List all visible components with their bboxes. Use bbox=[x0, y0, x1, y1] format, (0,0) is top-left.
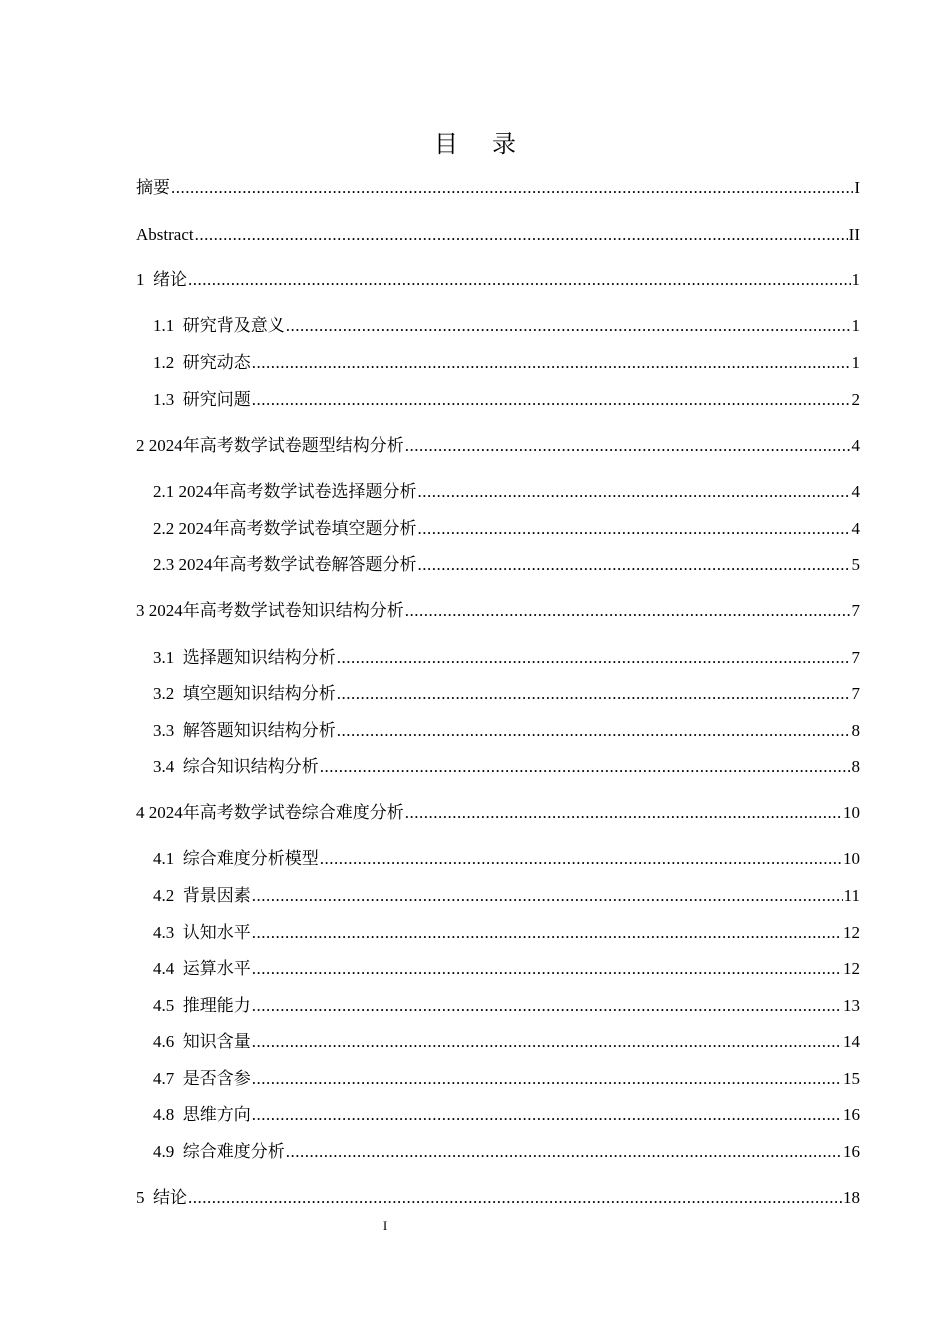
toc-entry-page: 14 bbox=[843, 1032, 860, 1051]
toc-entry-label: 4.8 思维方向 bbox=[153, 1105, 251, 1124]
toc-leader-dots bbox=[337, 683, 851, 705]
toc-entry-label: 2.3 2024年高考数学试卷解答题分析 bbox=[153, 555, 417, 574]
toc-entry-label: 4.4 运算水平 bbox=[153, 959, 251, 978]
toc-entry[interactable] bbox=[136, 177, 860, 199]
toc-entry-label: 3.3 解答题知识结构分析 bbox=[153, 721, 336, 740]
toc-leader-dots bbox=[405, 802, 842, 824]
toc-entry-label: 4.2 背景因素 bbox=[153, 886, 251, 905]
toc-entry[interactable] bbox=[153, 720, 860, 742]
toc-entry-page: 4 bbox=[851, 519, 860, 538]
toc-entry-page: 2 bbox=[851, 390, 860, 409]
toc-entry[interactable] bbox=[153, 1141, 860, 1163]
toc-leader-dots bbox=[405, 600, 851, 622]
toc-entry[interactable] bbox=[153, 756, 860, 778]
toc-entry[interactable] bbox=[153, 389, 860, 411]
toc-leader-dots bbox=[286, 315, 851, 337]
toc-leader-dots bbox=[418, 518, 851, 540]
toc-entry-label: 1 绪论 bbox=[136, 270, 187, 289]
toc-entry-label: 1.1 研究背及意义 bbox=[153, 316, 285, 335]
toc-entry-page: 16 bbox=[843, 1105, 860, 1124]
toc-entry[interactable] bbox=[136, 802, 860, 824]
toc-entry-page: 1 bbox=[851, 270, 860, 289]
toc-entry-page: I bbox=[854, 178, 860, 197]
toc-entry-page: 1 bbox=[851, 353, 860, 372]
toc-leader-dots bbox=[252, 1031, 842, 1053]
toc-entry[interactable] bbox=[153, 352, 860, 374]
toc-entry-label: 3.2 填空题知识结构分析 bbox=[153, 684, 336, 703]
toc-leader-dots bbox=[171, 177, 853, 199]
toc-entry[interactable] bbox=[136, 224, 860, 246]
toc-entry[interactable] bbox=[153, 481, 860, 503]
toc-entry-page: 4 bbox=[851, 436, 860, 455]
toc-entry-label: 1.3 研究问题 bbox=[153, 390, 251, 409]
toc-entry-page: 10 bbox=[843, 849, 860, 868]
toc-entry-page: 7 bbox=[851, 601, 860, 620]
toc-entry-label: 3.1 选择题知识结构分析 bbox=[153, 648, 336, 667]
toc-leader-dots bbox=[252, 958, 842, 980]
toc-entry[interactable] bbox=[153, 1068, 860, 1090]
toc-leader-dots bbox=[418, 554, 851, 576]
toc-entry-label: 2.1 2024年高考数学试卷选择题分析 bbox=[153, 482, 417, 501]
toc-entry-page: 4 bbox=[851, 482, 860, 501]
toc-entry-label: 3.4 综合知识结构分析 bbox=[153, 757, 319, 776]
toc-leader-dots bbox=[320, 848, 842, 870]
toc-leader-dots bbox=[252, 995, 842, 1017]
toc-leader-dots bbox=[252, 1104, 842, 1126]
toc-leader-dots bbox=[252, 1068, 842, 1090]
toc-entry-label: 摘要 bbox=[136, 178, 170, 197]
toc-entry-page: 12 bbox=[843, 923, 860, 942]
toc-entry-page: 1 bbox=[851, 316, 860, 335]
toc-title: 目 录 bbox=[434, 132, 530, 158]
toc-entry[interactable] bbox=[153, 958, 860, 980]
toc-leader-dots bbox=[337, 647, 851, 669]
toc-leader-dots bbox=[195, 224, 848, 246]
toc-entry-page: 8 bbox=[851, 721, 860, 740]
toc-entry[interactable] bbox=[153, 554, 860, 576]
toc-leader-dots bbox=[320, 756, 851, 778]
toc-entry-page: 11 bbox=[843, 886, 860, 905]
toc-entry-label: 1.2 研究动态 bbox=[153, 353, 251, 372]
toc-entry-page: 5 bbox=[851, 555, 860, 574]
toc-entry-label: 4.9 综合难度分析 bbox=[153, 1142, 285, 1161]
toc-entry[interactable] bbox=[153, 1104, 860, 1126]
toc-leader-dots bbox=[286, 1141, 842, 1163]
toc-entry-label: 4.3 认知水平 bbox=[153, 923, 251, 942]
toc-entry-page: 18 bbox=[843, 1188, 860, 1207]
toc-leader-dots bbox=[418, 481, 851, 503]
toc-entry-label: Abstract bbox=[136, 225, 194, 244]
toc-entry-label: 4.7 是否含参 bbox=[153, 1069, 251, 1088]
toc-entry-label: 2 2024年高考数学试卷题型结构分析 bbox=[136, 436, 404, 455]
toc-entry-page: 7 bbox=[851, 684, 860, 703]
toc-entry-page: II bbox=[848, 225, 860, 244]
toc-entry[interactable] bbox=[153, 1031, 860, 1053]
toc-leader-dots bbox=[252, 922, 842, 944]
toc-entry-page: 12 bbox=[843, 959, 860, 978]
toc-leader-dots bbox=[252, 885, 843, 907]
toc-entry[interactable] bbox=[153, 995, 860, 1017]
toc-entry-page: 16 bbox=[843, 1142, 860, 1161]
page-footer-number: I bbox=[382, 1218, 388, 1233]
toc-entry-label: 5 结论 bbox=[136, 1188, 187, 1207]
toc-leader-dots bbox=[188, 269, 851, 291]
toc-entry[interactable] bbox=[136, 269, 860, 291]
toc-entry[interactable] bbox=[153, 683, 860, 705]
toc-entry-label: 4.1 综合难度分析模型 bbox=[153, 849, 319, 868]
toc-entry[interactable] bbox=[153, 647, 860, 669]
toc-entry-label: 4.5 推理能力 bbox=[153, 996, 251, 1015]
toc-leader-dots bbox=[252, 389, 851, 411]
toc-leader-dots bbox=[188, 1187, 842, 1209]
toc-entry[interactable] bbox=[153, 885, 860, 907]
toc-entry-label: 4.6 知识含量 bbox=[153, 1032, 251, 1051]
toc-entry[interactable] bbox=[153, 315, 860, 337]
toc-entry[interactable] bbox=[136, 600, 860, 622]
toc-entry-label: 4 2024年高考数学试卷综合难度分析 bbox=[136, 803, 404, 822]
toc-leader-dots bbox=[252, 352, 851, 374]
toc-leader-dots bbox=[405, 435, 851, 457]
toc-entry[interactable] bbox=[136, 1187, 860, 1209]
toc-entry-label: 2.2 2024年高考数学试卷填空题分析 bbox=[153, 519, 417, 538]
toc-entry-page: 7 bbox=[851, 648, 860, 667]
toc-entry-page: 15 bbox=[843, 1069, 860, 1088]
toc-entry-page: 8 bbox=[851, 757, 860, 776]
toc-entry[interactable] bbox=[153, 922, 860, 944]
toc-entry-page: 13 bbox=[843, 996, 860, 1015]
toc-entry[interactable] bbox=[153, 848, 860, 870]
toc-entry[interactable] bbox=[153, 518, 860, 540]
toc-leader-dots bbox=[337, 720, 851, 742]
toc-entry[interactable] bbox=[136, 435, 860, 457]
toc-entry-label: 3 2024年高考数学试卷知识结构分析 bbox=[136, 601, 404, 620]
toc-entry-page: 10 bbox=[843, 803, 860, 822]
